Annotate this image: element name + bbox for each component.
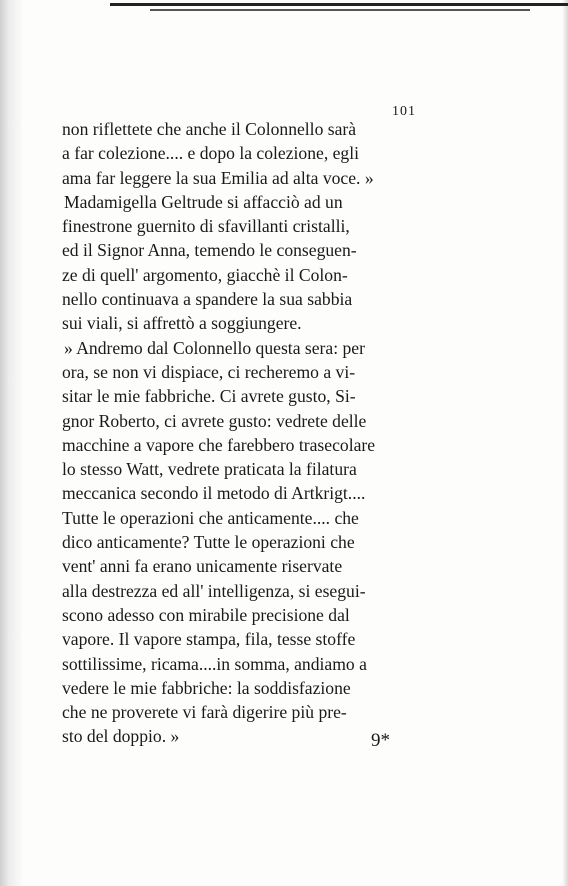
text-line: vapore. Il vapore stampa, fila, tesse stoffe [62, 629, 356, 650]
text-line: alla destrezza ed all' intelligenza, si esegui- [62, 580, 366, 601]
page-number: 101 [392, 104, 416, 119]
text-line: finestrone guernito di sfavillanti cristalli, [62, 216, 350, 237]
body-text [62, 117, 434, 749]
text-line: » Andremo dal Colonnello questa sera: per [64, 337, 365, 358]
page-gutter [0, 0, 22, 886]
text-line: vent' anni fa erano unicamente riservate [62, 556, 343, 577]
text-line: ama far leggere la sua Emilia ad alta voce. » [62, 167, 374, 188]
text-line: gnor Roberto, ci avrete gusto: vedrete delle [62, 410, 367, 431]
text-line: vedere le mie fabbriche: la soddisfazione [62, 677, 351, 698]
text-line: che ne proverete vi farà digerire più pre- [62, 702, 347, 723]
text-line: dico anticamente? Tutte le operazioni che [62, 532, 355, 553]
text-line: ora, se non vi dispiace, ci recheremo a vi- [62, 361, 356, 382]
top-border-rule [110, 3, 568, 6]
text-line: a far colezione.... e dopo la colezione, egli [62, 143, 359, 164]
text-line: meccanica secondo il metodo di Artkrigt.... [62, 483, 366, 504]
text-line: Tutte le operazioni che anticamente.... che [62, 507, 359, 528]
text-line: non riflettete che anche il Colonnello sarà [62, 119, 357, 139]
text-line: lo stesso Watt, vedrete praticata la filatura [62, 459, 357, 480]
text-line: sui viali, si affrettò a soggiungere. [62, 313, 302, 334]
text-line: Madamigella Geltrude si affacciò ad un [64, 191, 343, 212]
text-line: scono adesso con mirabile precisione dal [62, 604, 350, 625]
text-line: sto del doppio. » [62, 726, 180, 747]
text-line: ze di quell' argomento, giacchè il Colon- [62, 264, 348, 285]
text-line: ed il Signor Anna, temendo le conseguen- [62, 240, 357, 261]
text-line: sitar le mie fabbriche. Ci avrete gusto, Si- [62, 386, 356, 407]
signature-mark: 9* [371, 730, 390, 751]
text-line: nello continuava a spandere la sua sabbia [62, 289, 353, 310]
text-line: sottilissime, ricama....in somma, andiamo a [62, 653, 367, 674]
page-edge-shadow [562, 0, 568, 886]
top-border-rule-secondary [150, 9, 530, 11]
text-line: macchine a vapore che farebbero trasecolare [62, 434, 376, 455]
